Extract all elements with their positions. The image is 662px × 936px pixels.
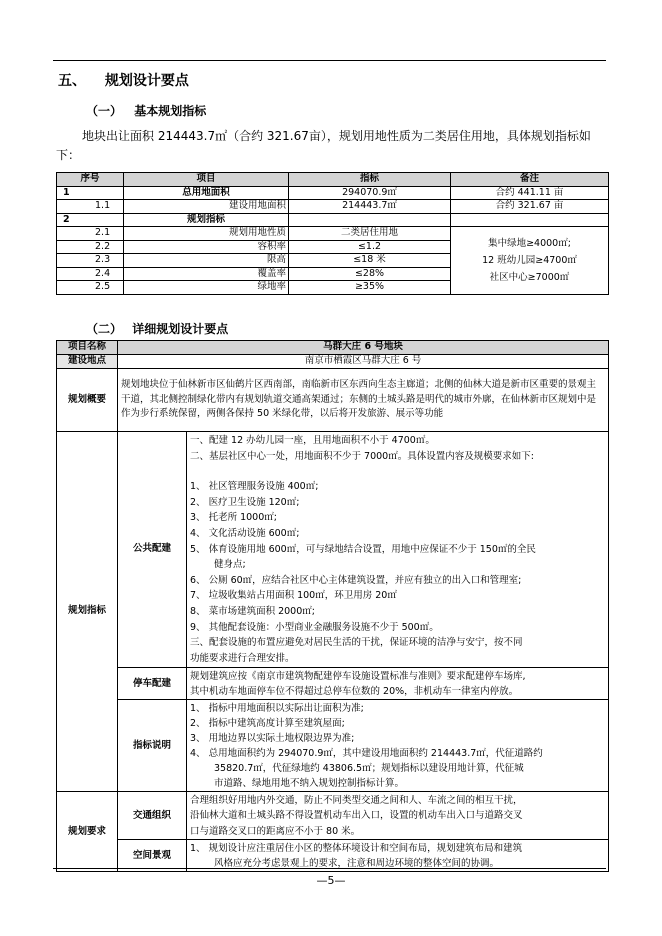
index-label: 规划指标: [57, 432, 118, 792]
text-line: 2、 指标中建筑高度计算至建筑屋面;: [190, 717, 345, 729]
project-name-label: 项目名称: [57, 341, 118, 355]
note-line: 社区中心≥7000㎡: [489, 271, 570, 283]
public-facilities-label: 公共配建: [118, 432, 187, 668]
text-line: 9、 其他配套设施：小型商业金融服务设施不少于 500㎡。: [190, 621, 439, 633]
text-line: 健身点;: [214, 559, 246, 571]
table-row: [57, 213, 609, 227]
table-cell: 1.1: [57, 200, 124, 214]
table-cell: ≥35%: [289, 281, 451, 295]
table-cell: 总用地面积: [124, 186, 289, 200]
header-rule: [53, 60, 606, 61]
text-line: 1、 指标中用地面积以实际出让面积为准;: [190, 702, 364, 714]
table-cell: 限高: [124, 254, 289, 268]
text-line: 规划建筑应按《南京市建筑物配建停车设施设置标准与准则》要求配建停车场库,: [190, 670, 526, 682]
traffic-text: [187, 792, 609, 840]
table-cell: 2.5: [57, 281, 124, 295]
text-line: 一、配建 12 办幼儿园一座，且用地面积不小于 4700㎡。: [190, 435, 435, 446]
parking-text: [187, 668, 609, 700]
parking-label: 停车配建: [118, 668, 187, 700]
text-line: 35820.7㎡，代征绿地约 43806.5㎡；规划指标以建设用地计算，代征城: [214, 762, 524, 774]
table-row: [57, 186, 609, 200]
table-cell: ≤28%: [289, 267, 451, 281]
table-cell: 2.1: [57, 227, 124, 241]
subsection-2-title: 详细规划设计要点: [132, 322, 229, 336]
text-line: 5、 体育设施用地 600㎡，可与绿地结合设置，用地中应保证不少于 150㎡的全民: [190, 543, 536, 555]
subsection-1-title: 基本规划指标: [134, 104, 207, 118]
table-cell: 合约 441.11 亩: [451, 186, 609, 200]
note-line: 12 班幼儿园≥4700㎡: [482, 254, 577, 266]
text-line: 6、 公厕 60㎡，应结合社区中心主体建筑设置，并应有独立的出入口和管理室;: [190, 574, 522, 586]
page-number: —5—: [316, 874, 346, 887]
table-cell: 2.3: [57, 254, 124, 268]
project-name-value: 马群大庄 6 号地块: [118, 341, 609, 355]
table-cell: 1: [57, 186, 124, 200]
space-landscape-label: 空间景观: [118, 840, 187, 872]
table2-parking-row: [57, 668, 609, 700]
site-label: 建设地点: [57, 355, 118, 369]
text-line: 风格应充分考虑景观上的要求，注意和周边环境的整体空间的协调。: [214, 857, 500, 869]
text-line: 7、 垃圾收集站占用面积 100㎡，环卫用房 20㎡: [190, 590, 397, 602]
text-line: 二、基层社区中心一处，用地面积不少于 7000㎡。具体设置内容及规模要求如下:: [190, 450, 534, 462]
table2-site-row: [57, 355, 609, 369]
table2-traffic-row: [57, 792, 609, 840]
section-title: 规划设计要点: [104, 73, 189, 89]
table2-name-row: [57, 341, 609, 355]
text-line: 1、 社区管理服务设施 400㎡;: [190, 481, 319, 493]
text-line: 口与道路交叉口的距离应不小于 80 米。: [190, 825, 361, 837]
table-cell: 2.4: [57, 267, 124, 281]
table1-header-cell: 指标: [289, 173, 451, 187]
text-line: 三、配套设施的布置应避免对居民生活的干扰，保证环境的洁净与安宁，按不同: [190, 637, 523, 649]
text-line: 功能要求进行合理安排。: [190, 652, 295, 664]
overview-text: 规划地块位于仙林新市区仙鹤片区西南部，南临新市区东西向生态主廊道；北侧的仙林大道是新市区重要的景观主干道，其北侧控制绿化带内有规划轨道交通高架通过；东侧的土城头路是明代的城市外廓，在仙林新市区规划中是作为步行系统保留，两侧各保持 50 米绿化带，以后将开发旅游、展示等功能: [118, 369, 609, 432]
table-cell: 覆盖率: [124, 267, 289, 281]
table-row: [57, 227, 609, 241]
footer-rule: [53, 868, 606, 869]
text-line: 4、 总用地面积约为 294070.9㎡，其中建设用地面积约 214443.7㎡，代征道路约: [190, 747, 543, 759]
subsection-1-heading: [86, 102, 206, 119]
basic-index-table: [56, 172, 609, 295]
table-cell: 合约 321.67 亩: [451, 200, 609, 214]
text-line: 4、 文化活动设施 600㎡;: [190, 527, 300, 539]
traffic-label: 交通组织: [118, 792, 187, 840]
table1-header-cell: 序号: [57, 173, 124, 187]
table2-space-row: [57, 840, 609, 872]
table2-overview-row: [57, 369, 609, 432]
table-cell: 绿地率: [124, 281, 289, 295]
requirements-label: 规划要求: [57, 792, 118, 872]
table-cell: 二类居住用地: [289, 227, 451, 241]
table1-header-row: [57, 173, 609, 187]
overview-label: 规划概要: [57, 369, 118, 432]
table-cell: ≤18 米: [289, 254, 451, 268]
table-cell: 2.2: [57, 240, 124, 254]
detail-requirements-table: [56, 340, 609, 872]
text-line: 2、 医疗卫生设施 120㎡;: [190, 496, 300, 508]
text-line: 沿仙林大道和土城头路不得设置机动车出入口，设置的机动车出入口与道路交叉: [190, 810, 523, 822]
text-line: 其中机动车地面停车位不得超过总停车位数的 20%，非机动车一律室内停放。: [190, 685, 519, 697]
table-cell: 214443.7㎡: [289, 200, 451, 214]
table-cell: 建设用地面积: [124, 200, 289, 214]
table-cell: 294070.9㎡: [289, 186, 451, 200]
section-number: 五、: [58, 73, 86, 89]
text-line: 市道路、绿地用地不纳入规划控制指标计算。: [214, 777, 405, 789]
table-cell: 容积率: [124, 240, 289, 254]
table-cell: ≤1.2: [289, 240, 451, 254]
table-cell: 规划用地性质: [124, 227, 289, 241]
table1-header-cell: 备注: [451, 173, 609, 187]
note-line: 集中绿地≥4000㎡;: [488, 237, 571, 249]
subsection-2-number: （二）: [86, 322, 123, 336]
table-cell: [289, 213, 451, 227]
text-line: 3、 用地边界以实际土地权限边界为准;: [190, 732, 355, 744]
text-line: 1、 规划设计应注重居住小区的整体环境设计和空间布局，规划建筑布局和建筑: [190, 842, 523, 854]
section-heading: [58, 70, 189, 90]
table-cell: [451, 213, 609, 227]
text-line: 3、 托老所 1000㎡;: [190, 512, 277, 524]
text-line: 合理组织好用地内外交通，防止不同类型交通之间和人、车流之间的相互干扰，: [190, 794, 523, 806]
note-cell: [451, 227, 609, 295]
intro-paragraph: 地块出让面积 214443.7㎡（合约 321.67亩），规划用地性质为二类居住用地，具体规划指标如下：: [56, 129, 591, 162]
index-explanation-label: 指标说明: [118, 700, 187, 792]
index-explanation-text: [187, 700, 609, 792]
public-facilities-text: [187, 432, 609, 668]
subsection-2-heading: [86, 320, 228, 337]
table2-explain-row: [57, 700, 609, 792]
table-cell: 规划指标: [124, 213, 289, 227]
table-row: [57, 200, 609, 214]
site-value: 南京市栖霞区马群大庄 6 号: [118, 355, 609, 369]
table2-public-row: [57, 432, 609, 668]
text-line: 8、 菜市场建筑面积 2000㎡;: [190, 605, 315, 617]
space-landscape-text: [187, 840, 609, 872]
subsection-1-number: （一）: [86, 104, 123, 118]
table-cell: 2: [57, 213, 124, 227]
table1-header-cell: 项目: [124, 173, 289, 187]
